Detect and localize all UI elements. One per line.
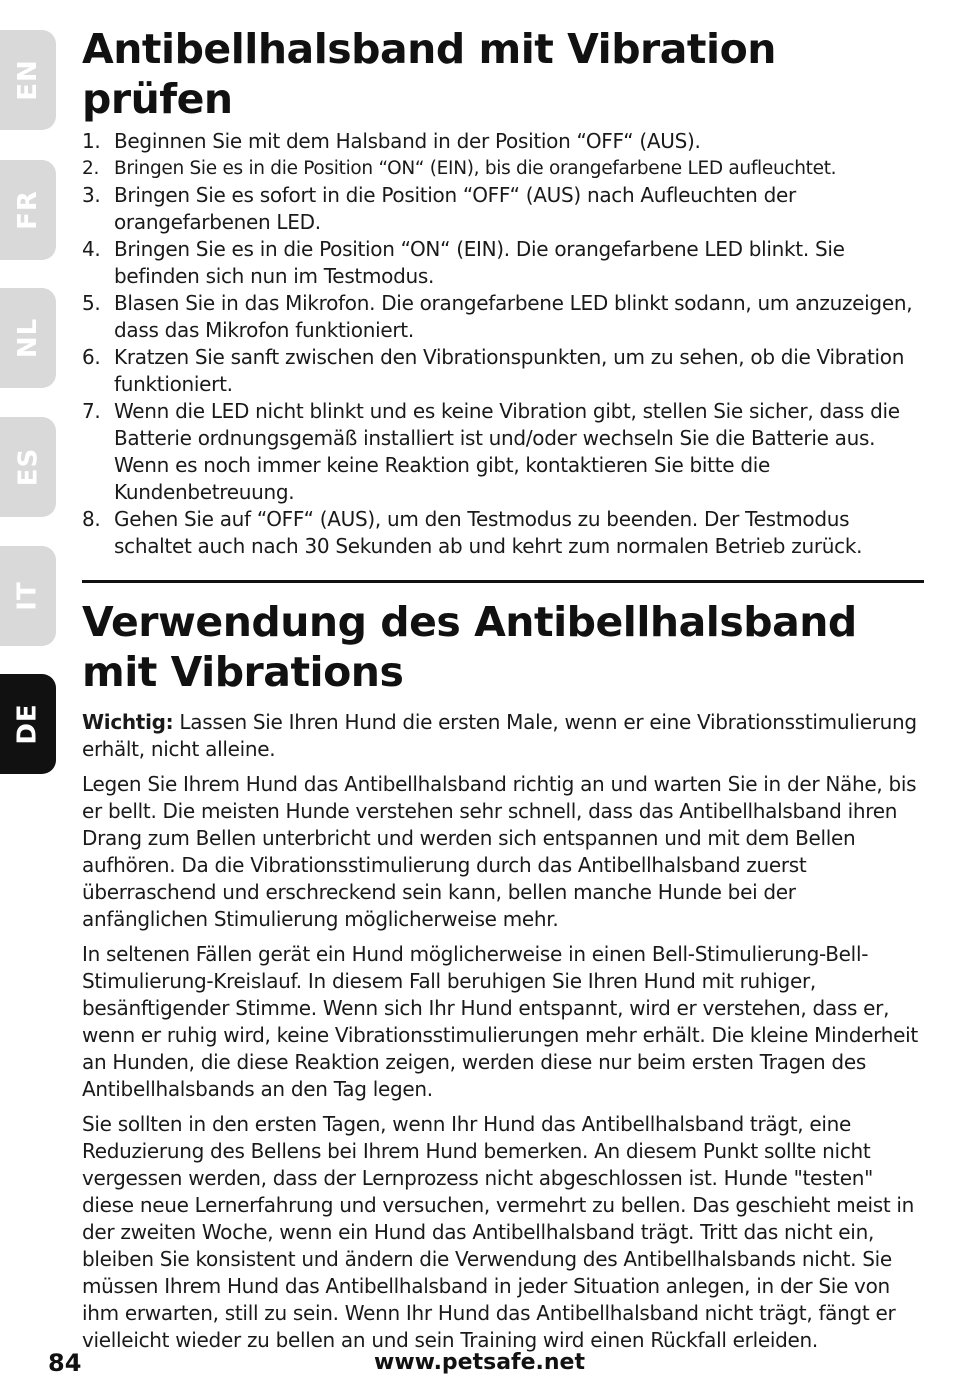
step-text: Wenn die LED nicht blinkt und es keine Vibration gibt, stellen Sie sicher, dass die Batterie ordnungsgemäß installiert ist und/oder wechseln Sie die Batterie aus. Wenn es noch immer keine Reaktion gibt, kontaktieren Sie bitte die Kundenbetreuung. [114,399,900,504]
website-url[interactable]: www.petsafe.net [374,1350,585,1375]
list-item [82,128,924,155]
step-number: 6. [82,345,101,369]
language-tab-label: IT [12,581,43,611]
step-text: Kratzen Sie sanft zwischen den Vibrationspunkten, um zu sehen, ob die Vibration funktioniert. [114,345,905,396]
step-number: 1. [82,129,101,153]
list-item [82,506,924,560]
language-tab-label: FR [13,190,43,230]
section-title-test: Antibellhalsband mit Vibration prüfen [82,25,776,123]
important-text: Lassen Sie Ihren Hund die ersten Male, wenn er eine Vibrationsstimulierung erhält, nicht alleine. [82,710,917,761]
language-tab-label: ES [13,447,43,487]
section-divider [82,580,924,583]
page-content [82,24,924,1362]
list-item [82,236,924,290]
list-item [82,290,924,344]
step-text: Gehen Sie auf “OFF“ (AUS), um den Testmodus zu beenden. Der Testmodus schaltet auch nach 30 Sekunden ab und kehrt zum normalen Betrieb zurück. [114,507,863,558]
language-tab-de[interactable] [0,674,56,774]
step-number: 7. [82,399,101,423]
list-item [82,398,924,506]
step-number: 2. [82,158,100,179]
step-text: Bringen Sie es in die Position “ON“ (EIN). Die orangefarbene LED blinkt. Sie befinden sich nun im Testmodus. [114,237,845,288]
important-label: Wichtig: [82,710,174,734]
important-note [82,709,924,763]
step-number: 4. [82,237,101,261]
language-tab-en[interactable] [0,30,56,130]
list-item [82,344,924,398]
step-number: 5. [82,291,101,315]
test-steps-list [82,128,924,560]
step-text: Bringen Sie es in die Position “ON“ (EIN), bis die orangefarbene LED aufleuchtet. [114,158,837,179]
language-tab-fr[interactable] [0,160,56,260]
section-title-usage: Verwendung des Antibellhalsband mit Vibrations [82,598,857,696]
step-text: Beginnen Sie mit dem Halsband in der Position “OFF“ (AUS). [114,129,701,153]
body-paragraph: Legen Sie Ihrem Hund das Antibellhalsband richtig an und warten Sie in der Nähe, bis er bellt. Die meisten Hunde verstehen sehr schnell, dass das Antibellhalsband ihren Drang zum Bellen unterbricht und werden sich entspannen und mit dem Bellen aufhören. Da die Vibrationsstimulierung durch das Antibellhalsband zuerst überraschend und erschreckend sein kann, bellen manche Hunde bei der anfänglichen Stimulierung möglicherweise mehr. [82,772,917,931]
step-text: Bringen Sie es sofort in die Position “OFF“ (AUS) nach Aufleuchten der orangefarbenen LED. [114,183,796,234]
language-tab-nl[interactable] [0,288,56,388]
language-tab-label: EN [13,59,43,101]
step-number: 3. [82,183,101,207]
language-tab-it[interactable] [0,546,56,646]
language-tab-es[interactable] [0,417,56,517]
step-number: 8. [82,507,101,531]
body-paragraph: Sie sollten in den ersten Tagen, wenn Ihr Hund das Antibellhalsband trägt, eine Reduzierung des Bellens bei Ihrem Hund bemerken. An diesem Punkt sollte nicht vergessen werden, dass der Lernprozess nicht abgeschlossen ist. Hunde "testen" diese neue Lernerfahrung und versuchen, vermehrt zu bellen. Das geschieht meist in der zweiten Woche, wenn ein Hund das Antibellhalsband trägt. Tritt das nicht ein, bleiben Sie konsistent und ändern die Verwendung des Antibellhalsbands nicht. Sie müssen Ihrem Hund das Antibellhalsband in jeder Situation anlegen, in der Sie von ihm erwarten, still zu sein. Wenn Ihr Hund das Antibellhalsband nicht trägt, fängt er vielleicht wieder zu bellen an und sein Training wird einen Rückfall erleiden. [82,1112,915,1352]
list-item [82,182,924,236]
body-paragraph: In seltenen Fällen gerät ein Hund möglicherweise in einen Bell-Stimulierung-Bell-Stimulierung-Kreislauf. In diesem Fall beruhigen Sie Ihren Hund mit ruhiger, besänftigender Stimme. Wenn sich Ihr Hund entspannt, wird er verstehen, dass er, wenn er ruhig wird, keine Vibrationsstimulierungen mehr erhält. Die kleine Minderheit an Hunden, die diese Reaktion zeigen, werden diese nur beim ersten Tragen des Antibellhalsbands an den Tag legen. [82,942,918,1101]
language-tab-label: NL [12,317,43,359]
page-number: 84 [48,1349,82,1377]
list-item [82,155,924,182]
language-tab-label: DE [13,703,43,745]
step-text: Blasen Sie in das Mikrofon. Die orangefarbene LED blinkt sodann, um anzuzeigen, dass das Mikrofon funktioniert. [114,291,913,342]
